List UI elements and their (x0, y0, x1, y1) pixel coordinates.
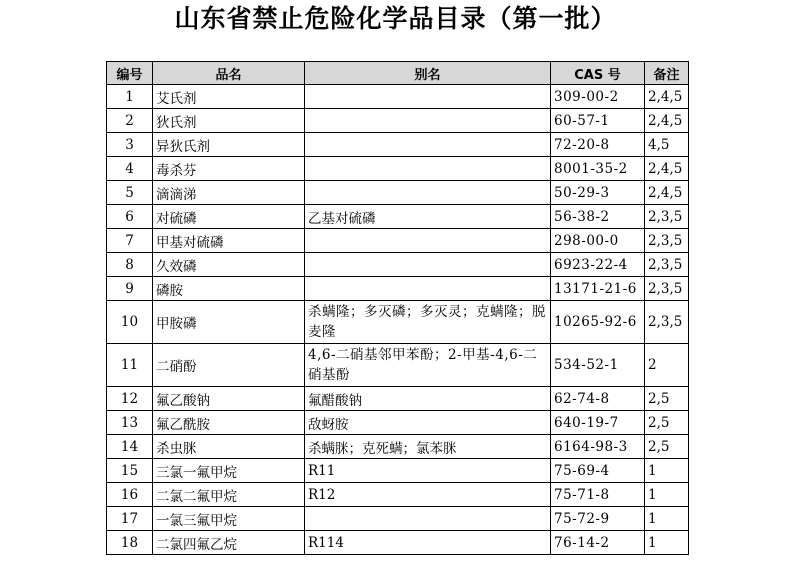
cell-note: 2,3,5 (645, 301, 689, 344)
cell-no: 13 (107, 411, 153, 435)
cell-no: 5 (107, 181, 153, 205)
cell-cas: 13171-21-6 (551, 277, 645, 301)
cell-no: 9 (107, 277, 153, 301)
cell-note: 1 (645, 531, 689, 555)
table-row (107, 507, 689, 531)
cell-alias (305, 109, 551, 133)
cell-cas: 56-38-2 (551, 205, 645, 229)
cell-note: 4,5 (645, 133, 689, 157)
cell-note: 2,5 (645, 435, 689, 459)
cell-note: 2,3,5 (645, 253, 689, 277)
table-row (107, 301, 689, 344)
cell-note: 2,4,5 (645, 157, 689, 181)
cell-cas: 62-74-8 (551, 387, 645, 411)
cell-no: 6 (107, 205, 153, 229)
cell-name: 艾氏剂 (153, 85, 305, 109)
column-header-no: 编号 (107, 62, 153, 85)
cell-note: 2,5 (645, 387, 689, 411)
cell-no: 10 (107, 301, 153, 344)
table-header-row (107, 62, 689, 85)
cell-alias (305, 253, 551, 277)
table-row (107, 483, 689, 507)
cell-alias: 乙基对硫磷 (305, 205, 551, 229)
table-row (107, 181, 689, 205)
cell-alias: 敌蚜胺 (305, 411, 551, 435)
cell-note: 1 (645, 483, 689, 507)
cell-alias: 杀螨隆；多灭磷；多灭灵；克螨隆；脱麦隆 (305, 301, 551, 344)
table-row (107, 277, 689, 301)
cell-cas: 75-71-8 (551, 483, 645, 507)
cell-no: 17 (107, 507, 153, 531)
cell-note: 2,3,5 (645, 205, 689, 229)
cell-no: 14 (107, 435, 153, 459)
cell-cas: 60-57-1 (551, 109, 645, 133)
cell-cas: 534-52-1 (551, 344, 645, 387)
cell-alias: 氟醋酸钠 (305, 387, 551, 411)
cell-name: 二硝酚 (153, 344, 305, 387)
table-row (107, 205, 689, 229)
cell-note: 1 (645, 507, 689, 531)
cell-name: 三氯一氟甲烷 (153, 459, 305, 483)
cell-alias (305, 85, 551, 109)
table-row (107, 531, 689, 555)
cell-cas: 72-20-8 (551, 133, 645, 157)
cell-name: 二氯四氟乙烷 (153, 531, 305, 555)
cell-note: 2,3,5 (645, 277, 689, 301)
cell-note: 2,5 (645, 411, 689, 435)
cell-alias: R114 (305, 531, 551, 555)
cell-cas: 309-00-2 (551, 85, 645, 109)
table-row (107, 133, 689, 157)
cell-note: 2,4,5 (645, 181, 689, 205)
cell-alias: R11 (305, 459, 551, 483)
document-title: 山东省禁止危险化学品目录（第一批） (174, 4, 617, 33)
cell-name: 杀虫脒 (153, 435, 305, 459)
cell-alias: 杀螨脒；克死螨；氯苯脒 (305, 435, 551, 459)
column-header-alias: 别名 (305, 62, 551, 85)
cell-name: 对硫磷 (153, 205, 305, 229)
cell-alias (305, 277, 551, 301)
cell-note: 2,3,5 (645, 229, 689, 253)
cell-name: 久效磷 (153, 253, 305, 277)
table-row (107, 157, 689, 181)
cell-no: 15 (107, 459, 153, 483)
cell-name: 氟乙酸钠 (153, 387, 305, 411)
column-header-name: 品名 (153, 62, 305, 85)
table-row (107, 229, 689, 253)
cell-cas: 6164-98-3 (551, 435, 645, 459)
cell-no: 11 (107, 344, 153, 387)
cell-note: 2,4,5 (645, 85, 689, 109)
cell-name: 滴滴涕 (153, 181, 305, 205)
table-row (107, 85, 689, 109)
cell-no: 8 (107, 253, 153, 277)
table-row (107, 387, 689, 411)
cell-cas: 10265-92-6 (551, 301, 645, 344)
cell-note: 2,4,5 (645, 109, 689, 133)
chemical-table (106, 61, 689, 555)
cell-no: 2 (107, 109, 153, 133)
table-row (107, 253, 689, 277)
cell-name: 二氯二氟甲烷 (153, 483, 305, 507)
cell-alias (305, 181, 551, 205)
cell-alias: 4,6-二硝基邻甲苯酚；2-甲基-4,6-二硝基酚 (305, 344, 551, 387)
cell-cas: 50-29-3 (551, 181, 645, 205)
cell-name: 毒杀芬 (153, 157, 305, 181)
cell-alias (305, 157, 551, 181)
cell-note: 1 (645, 459, 689, 483)
table-row (107, 344, 689, 387)
cell-name: 异狄氏剂 (153, 133, 305, 157)
cell-no: 4 (107, 157, 153, 181)
column-header-note: 备注 (645, 62, 689, 85)
cell-alias (305, 507, 551, 531)
cell-no: 18 (107, 531, 153, 555)
cell-cas: 298-00-0 (551, 229, 645, 253)
cell-no: 7 (107, 229, 153, 253)
cell-name: 磷胺 (153, 277, 305, 301)
cell-cas: 640-19-7 (551, 411, 645, 435)
cell-no: 12 (107, 387, 153, 411)
table-row (107, 109, 689, 133)
cell-no: 3 (107, 133, 153, 157)
cell-alias: R12 (305, 483, 551, 507)
cell-alias (305, 229, 551, 253)
cell-name: 甲基对硫磷 (153, 229, 305, 253)
cell-cas: 6923-22-4 (551, 253, 645, 277)
cell-no: 16 (107, 483, 153, 507)
cell-note: 2 (645, 344, 689, 387)
cell-cas: 75-69-4 (551, 459, 645, 483)
cell-cas: 8001-35-2 (551, 157, 645, 181)
cell-no: 1 (107, 85, 153, 109)
column-header-cas: CAS 号 (551, 62, 645, 85)
table-row (107, 459, 689, 483)
table-row (107, 411, 689, 435)
cell-name: 甲胺磷 (153, 301, 305, 344)
cell-cas: 76-14-2 (551, 531, 645, 555)
table-row (107, 435, 689, 459)
cell-name: 狄氏剂 (153, 109, 305, 133)
cell-name: 一氯三氟甲烷 (153, 507, 305, 531)
cell-alias (305, 133, 551, 157)
cell-name: 氟乙酰胺 (153, 411, 305, 435)
cell-cas: 75-72-9 (551, 507, 645, 531)
